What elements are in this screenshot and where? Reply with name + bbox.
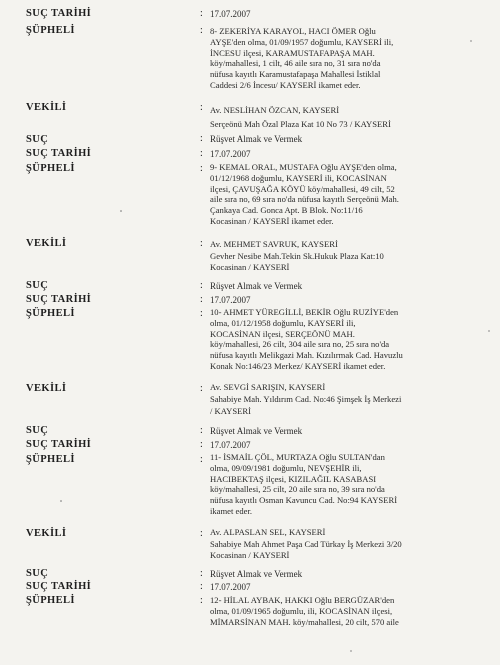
scan-speck	[60, 500, 62, 502]
crime-value: Rüşvet Almak ve Vermek	[210, 134, 303, 144]
colon: :	[200, 280, 203, 291]
label-supheli: ŞÜPHELİ	[26, 454, 75, 465]
date-value: 17.07.2007	[210, 582, 251, 592]
date-value: 17.07.2007	[210, 440, 251, 450]
text-line: olma, 01/09/1965 doğumlu, ili, KOCASİNAN ilçesi,	[210, 605, 393, 616]
label-supheli: ŞÜPHELİ	[26, 595, 75, 606]
text-line: Çankaya Cad. Gonca Apt. B Blok. No:11/16	[210, 205, 363, 216]
colon: :	[200, 102, 203, 113]
text-line: olma, 01/12/1958 doğumlu, KAYSERİ ili,	[210, 317, 356, 328]
colon: :	[200, 148, 203, 159]
text-line: MİMARSİNAN MAH. köy/mahallesi, 20 cilt, 570 aile	[210, 616, 399, 627]
label-vekili: VEKİLİ	[26, 238, 67, 249]
colon: :	[200, 163, 203, 174]
colon: :	[200, 25, 203, 36]
text-line: Av. ALPASLAN SEL, KAYSERİ	[210, 527, 326, 537]
text-line: ilçesi, ÇAVUŞAĞA KÖYÜ köy/mahallesi, 49 cilt, 52	[210, 183, 395, 194]
colon: :	[200, 439, 203, 450]
colon: :	[200, 528, 203, 539]
text-line: 10- AHMET YÜREGİLLİ, BEKİR Oğlu RUZİYE'den	[210, 307, 399, 317]
label-suc-tarihi: SUÇ TARİHİ	[26, 8, 92, 19]
text-line: 8- ZEKERİYA KARAYOL, HACI ÖMER Oğlu	[210, 26, 376, 36]
label-suc-tarihi: SUÇ TARİHİ	[26, 581, 92, 592]
label-suc: SUÇ	[26, 134, 49, 145]
text-line: 9- KEMAL ORAL, MUSTAFA Oğlu AYŞE'den olma,	[210, 162, 397, 172]
text-line: olma, 09/09/1981 doğumlu, NEVŞEHİR ili,	[210, 462, 362, 473]
label-supheli: ŞÜPHELİ	[26, 25, 75, 36]
text-line: Av. SEVGİ SARIŞIN, KAYSERİ	[210, 382, 326, 392]
text-line: köy/mahallesi, 25 cilt, 20 aile sıra no, 39 sıra no'da	[210, 484, 385, 495]
text-line: nüfusa kayıtlı Karamustafapaşa Mahallesi İstiklal	[210, 69, 381, 80]
label-vekili: VEKİLİ	[26, 383, 67, 394]
text-line: Sahabiye Mah. Yıldırım Cad. No:46 Şimşek İş Merkezi	[210, 394, 402, 404]
colon: :	[200, 454, 203, 465]
label-suc-tarihi: SUÇ TARİHİ	[26, 148, 92, 159]
date-value: 17.07.2007	[210, 9, 251, 19]
colon: :	[200, 568, 203, 579]
text-line: Kocasinan / KAYSERİ	[210, 262, 290, 272]
label-suc: SUÇ	[26, 280, 49, 291]
text-line: ikamet eder.	[210, 505, 252, 516]
lawyer-details	[210, 381, 478, 417]
text-line: nüfusa kayıtlı Osman Kavuncu Cad. No:94 KAYSERİ	[210, 495, 398, 506]
text-line: köy/mahallesi, 26 cilt, 304 aile sıra no, 25 sıra no'da	[210, 339, 390, 350]
label-suc: SUÇ	[26, 425, 49, 436]
colon: :	[200, 383, 203, 394]
scan-speck	[120, 210, 122, 212]
scan-speck	[470, 40, 472, 42]
text-line: / KAYSERİ	[210, 406, 251, 416]
text-line: aile sıra no, 69 sıra no'da nüfusa kayıtlı Serçeönü Mah.	[210, 194, 399, 205]
text-line: Av. NESLİHAN ÖZCAN, KAYSERİ	[210, 105, 340, 115]
text-line: 12- HİLAL AYBAK, HAKKI Oğlu BERGÜZAR'den	[210, 595, 395, 605]
label-suc: SUÇ	[26, 568, 49, 579]
text-line: Caddesi 2/6 İncesu/ KAYSERİ ikamet eder.	[210, 79, 361, 90]
text-line: köy/mahallesi, 1 cilt, 46 aile sıra no, 31 sıra no'da	[210, 58, 381, 69]
label-suc-tarihi: SUÇ TARİHİ	[26, 439, 92, 450]
colon: :	[200, 425, 203, 436]
scan-speck	[350, 650, 352, 652]
date-value: 17.07.2007	[210, 149, 251, 159]
label-suc-tarihi: SUÇ TARİHİ	[26, 294, 92, 305]
colon: :	[200, 294, 203, 305]
colon: :	[200, 581, 203, 592]
suspect-details	[210, 595, 478, 627]
suspect-details	[210, 307, 478, 372]
text-line: 11- İSMAİL ÇÖL, MURTAZA Oğlu SULTAN'dan	[210, 452, 385, 462]
crime-value: Rüşvet Almak ve Vermek	[210, 569, 303, 579]
text-line: Konak No:146/23 Merkez/ KAYSERİ ikamet eder.	[210, 360, 386, 371]
label-vekili: VEKİLİ	[26, 102, 67, 113]
text-line: HACIBEKTAŞ ilçesi, KIZILAĞIL KASABASI	[210, 473, 377, 484]
label-supheli: ŞÜPHELİ	[26, 163, 75, 174]
text-line: nüfusa kayıtlı Melikgazi Mah. Kızılırmak Cad. Havuzlu	[210, 350, 403, 361]
lawyer-details	[210, 527, 478, 562]
suspect-details	[210, 452, 478, 517]
crime-value: Rüşvet Almak ve Vermek	[210, 426, 303, 436]
text-line: Kocasinan / KAYSERİ ikamet eder.	[210, 215, 334, 226]
colon: :	[200, 8, 203, 19]
suspect-details	[210, 26, 478, 91]
colon: :	[200, 308, 203, 319]
text-line: Sahabiye Mah Ahmet Paşa Cad Türkay İş Merkezi 3/20	[210, 538, 402, 549]
label-supheli: ŞÜPHELİ	[26, 308, 75, 319]
label-vekili: VEKİLİ	[26, 528, 67, 539]
text-line: Serçeönü Mah Özal Plaza Kat 10 No 73 / KAYSERİ	[210, 119, 391, 129]
text-line: 01/12/1968 doğumlu, KAYSERİ ili, KOCASİNAN	[210, 172, 387, 183]
lawyer-details	[210, 103, 478, 131]
lawyer-details	[210, 239, 478, 274]
text-line: KOCASİNAN ilçesi, SERÇEÖNÜ MAH.	[210, 328, 355, 339]
text-line: İNCESU ilçesi, KARAMUSTAFAPAŞA MAH.	[210, 47, 375, 58]
text-line: Gevher Nesibe Mah.Tekin Sk.Hukuk Plaza Kat:10	[210, 250, 384, 261]
colon: :	[200, 133, 203, 144]
date-value: 17.07.2007	[210, 295, 251, 305]
crime-value: Rüşvet Almak ve Vermek	[210, 281, 303, 291]
suspect-details	[210, 162, 478, 227]
colon: :	[200, 238, 203, 249]
colon: :	[200, 595, 203, 606]
text-line: Av. MEHMET SAVRUK, KAYSERİ	[210, 239, 338, 249]
scan-speck	[488, 330, 490, 332]
text-line: AYŞE'den olma, 01/09/1957 doğumlu, KAYSERİ ili,	[210, 36, 394, 47]
text-line: Kocasinan / KAYSERİ	[210, 550, 290, 560]
